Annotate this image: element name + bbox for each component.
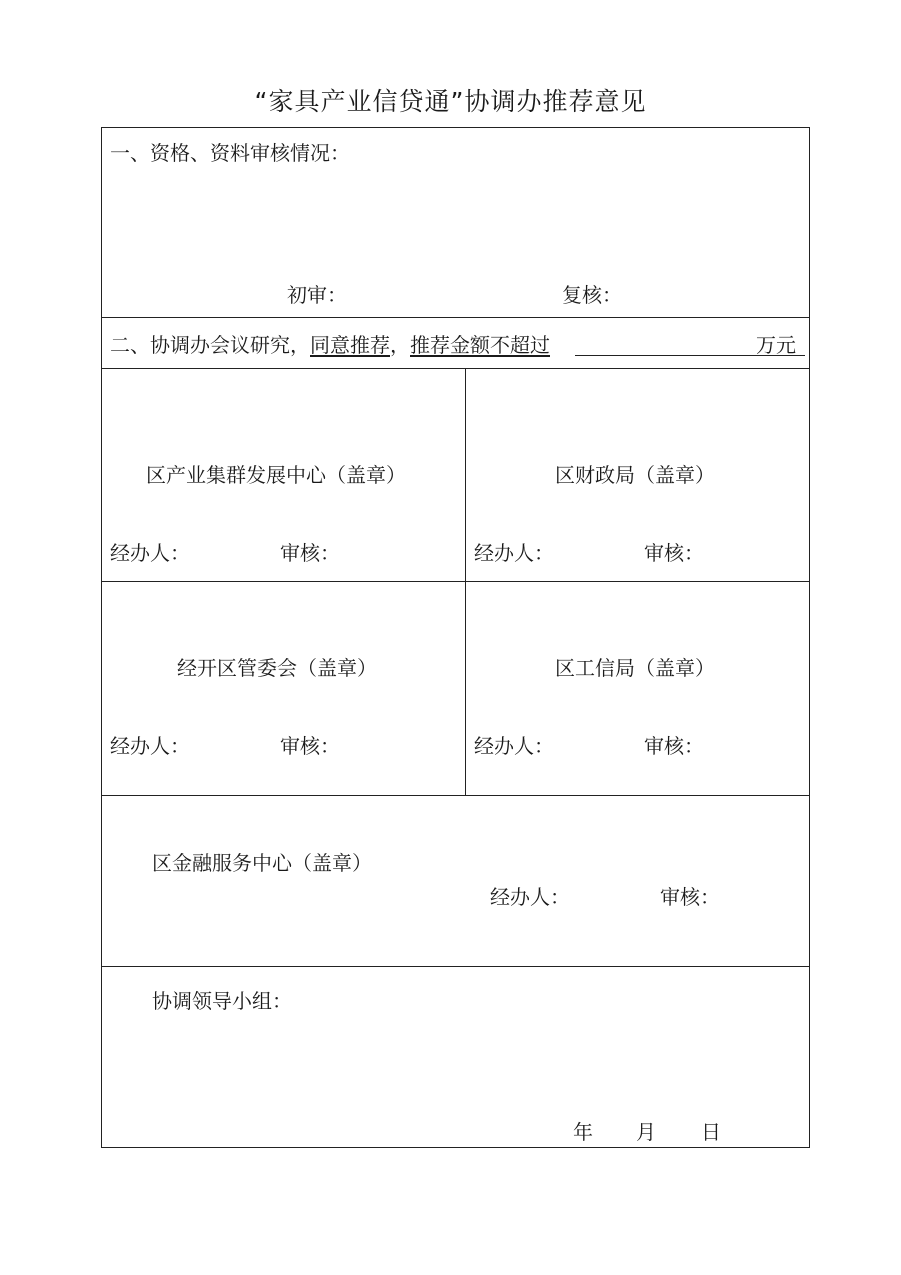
amount-label: 推荐金额不超过 (410, 333, 550, 357)
handler-label: 经办人： (474, 541, 554, 565)
section2-statement (110, 335, 550, 355)
dept-name: 区财政局（盖章） (555, 463, 715, 487)
dept-name: 区金融服务中心（盖章） (152, 851, 372, 875)
review-label: 审核： (644, 541, 704, 565)
amount-unit: 万元 (756, 333, 796, 357)
date-day: 日 (701, 1120, 721, 1144)
handler-label: 经办人： (110, 734, 190, 758)
section2-prefix: 二、协调办会议研究， (110, 333, 310, 357)
leadership-label: 协调领导小组： (152, 989, 292, 1013)
initial-review-label: 初审： (287, 283, 347, 307)
column-divider (465, 368, 466, 795)
row-divider (101, 317, 810, 318)
section1-heading: 一、资格、资料审核情况： (110, 141, 350, 165)
agree-recommend: 同意推荐 (310, 333, 390, 357)
section2-comma: ， (390, 333, 410, 357)
row-divider (101, 581, 810, 582)
date-month: 月 (636, 1120, 656, 1144)
review-label: 审核： (644, 734, 704, 758)
review-label: 审核： (280, 541, 340, 565)
dept-name: 经开区管委会（盖章） (177, 656, 377, 680)
review-label: 审核： (280, 734, 340, 758)
date-year: 年 (573, 1120, 593, 1144)
handler-label: 经办人： (474, 734, 554, 758)
dept-name: 区产业集群发展中心（盖章） (146, 463, 406, 487)
recheck-label: 复核： (562, 283, 622, 307)
row-divider (101, 795, 810, 796)
document-title: “家具产业信贷通”协调办推荐意见 (254, 87, 647, 116)
review-label: 审核： (660, 885, 720, 909)
row-divider (101, 966, 810, 967)
dept-name: 区工信局（盖章） (555, 656, 715, 680)
row-divider (101, 368, 810, 369)
handler-label: 经办人： (110, 541, 190, 565)
handler-label: 经办人： (490, 885, 570, 909)
